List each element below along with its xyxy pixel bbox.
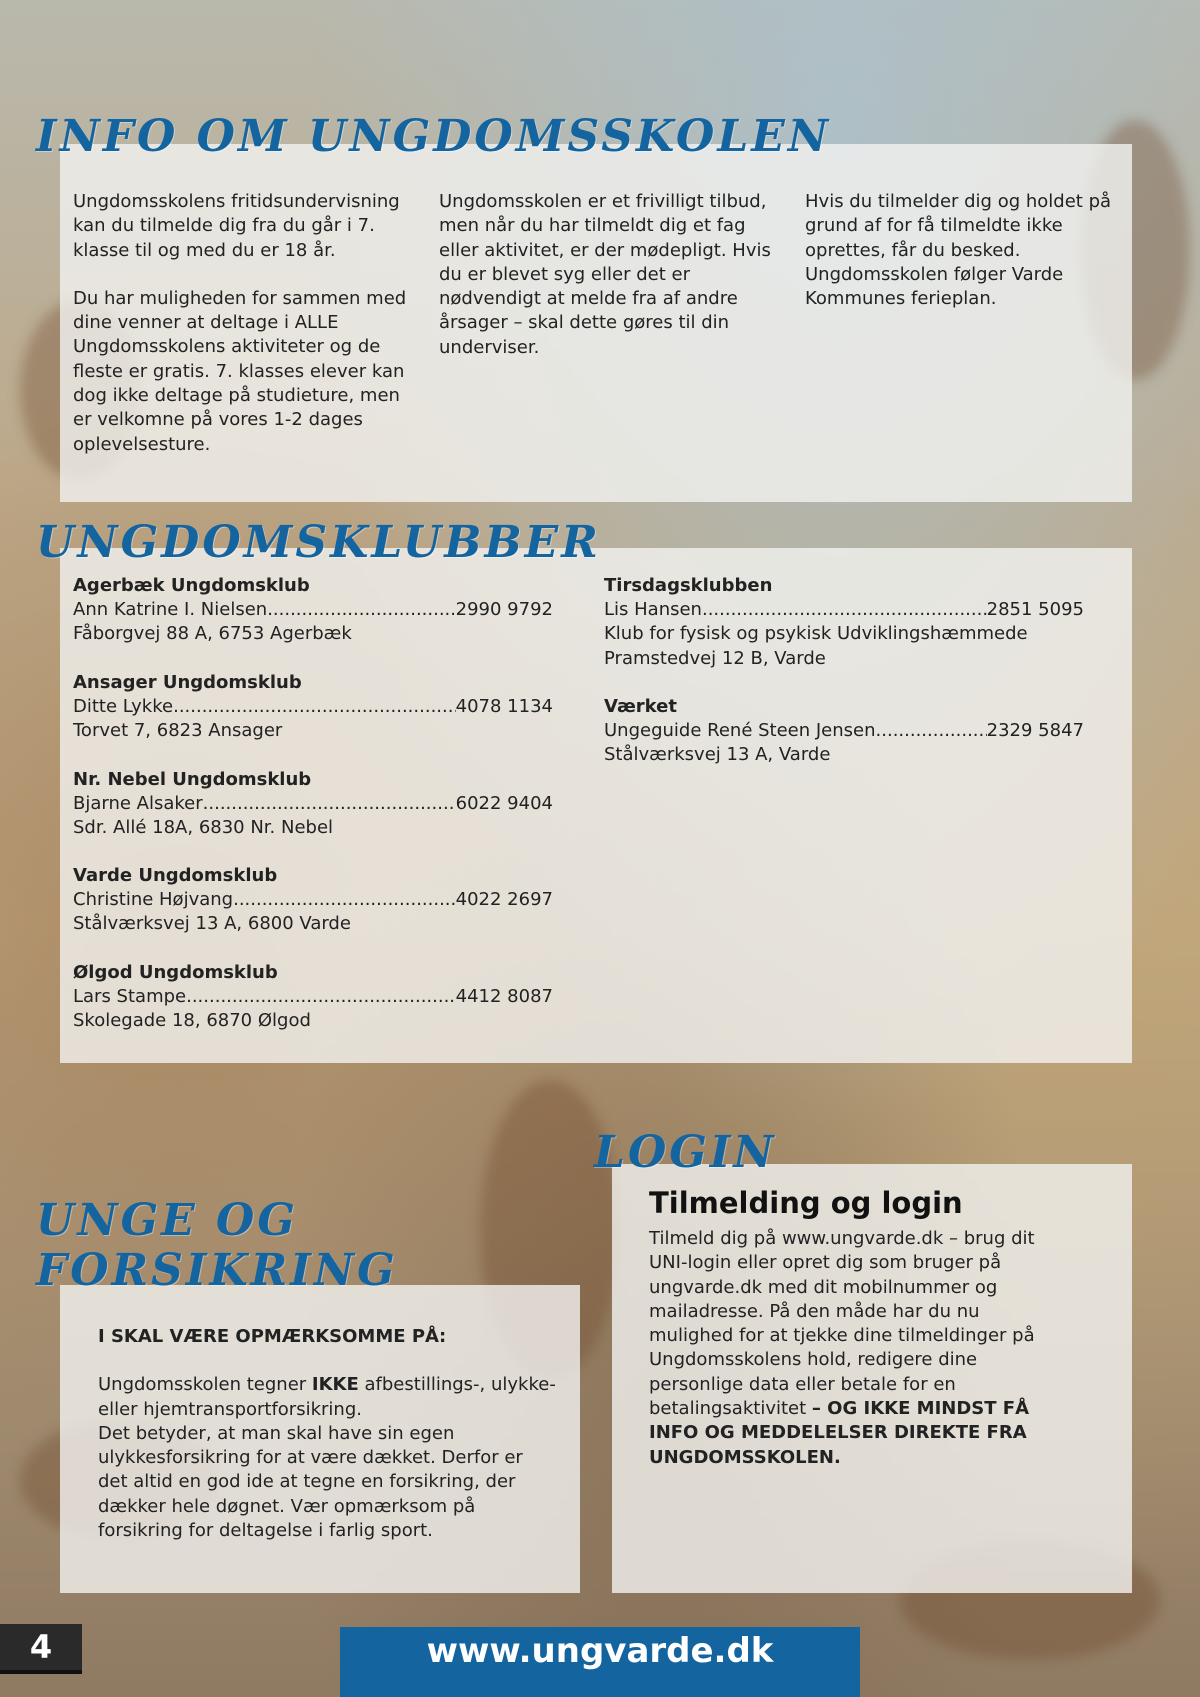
club-phone: 4022 2697 <box>455 889 553 911</box>
info-paragraph: Du har muligheden for sammen med dine venner at deltage i ALLE Ungdomsskolens aktiviteter og de fleste er gratis. 7. klasses elever kan dog ikke deltage på studieture, men er velkomne på vores 1-2 dages oplevelsesture. <box>73 287 407 455</box>
club-contact-row <box>73 598 553 622</box>
club-name: Tirsdagsklubben <box>604 575 773 596</box>
club-description: Klub for fysisk og psykisk Udviklingshæmmede <box>604 623 1028 645</box>
footer-url[interactable]: www.ungvarde.dk <box>340 1627 860 1697</box>
login-body: Tilmeld dig på www.ungvarde.dk – brug dit UNI-login eller opret dig som bruger på ungvarde.dk med dit mobilnummer og mailadresse. På den måde har du nu mulighed for at tjekke dine tilmeldinger på Ungdomsskolens hold, redigere dine personlige data eller betale for en betalingsaktivitet <box>649 1228 1035 1420</box>
club-name: Værket <box>604 696 677 717</box>
club-phone: 4412 8087 <box>455 986 553 1008</box>
club-address: Skolegade 18, 6870 Ølgod <box>73 1010 311 1032</box>
club-address: Stålværksvej 13 A, 6800 Varde <box>73 913 351 935</box>
leader-dots <box>173 695 456 719</box>
club-phone: 2990 9792 <box>455 599 553 621</box>
club-name: Ølgod Ungdomsklub <box>73 962 278 983</box>
insurance-text-part: Ungdomsskolen tegner <box>98 1374 312 1396</box>
login-body-bold: – OG IKKE MINDST FÅ INFO OG MEDDELELSER DIREKTE FRA UNGDOMSSKOLEN. <box>649 1398 1030 1468</box>
leader-dots <box>267 598 455 622</box>
club-phone: 2851 5095 <box>986 599 1084 621</box>
info-paragraph: Hvis du tilmelder dig og holdet på grund af for få tilmeldte ikke oprettes, får du besked. Ungdomsskolen følger Varde Kommunes ferieplan. <box>805 191 1112 310</box>
leader-dots <box>876 719 987 743</box>
club-address: Sdr. Allé 18A, 6830 Nr. Nebel <box>73 817 334 839</box>
club-contact: Lis Hansen <box>604 599 702 621</box>
insurance-text-bold: IKKE <box>311 1374 359 1396</box>
info-paragraph: Ungdomsskolen er et frivilligt tilbud, men når du har tilmeldt dig et fag eller aktivitet, er der mødepligt. Hvis du er blevet syg eller det er nødvendigt at melde fra af andre årsager – skal dette gøres til din underviser. <box>439 191 771 358</box>
club-contact-row <box>73 985 553 1009</box>
insurance-text-part: afbestillings-, ulykke- eller hjemtransportforsikring. <box>98 1374 556 1420</box>
club-entry <box>604 574 1084 671</box>
club-address: Stålværksvej 13 A, Varde <box>604 744 831 766</box>
info-column-2 <box>439 190 784 384</box>
club-phone: 6022 9404 <box>455 793 553 815</box>
club-entry <box>604 695 1084 768</box>
leader-dots <box>186 985 456 1009</box>
club-name: Ansager Ungdomsklub <box>73 672 302 693</box>
leader-dots <box>233 888 456 912</box>
club-entry <box>73 574 553 647</box>
club-contact: Ungeguide René Steen Jensen <box>604 720 876 742</box>
club-name: Nr. Nebel Ungdomsklub <box>73 769 312 790</box>
clubs-heading: UNGDOMSKLUBBER <box>36 517 601 568</box>
insurance-paragraph <box>98 1373 558 1422</box>
club-contact: Ann Katrine I. Nielsen <box>73 599 268 621</box>
club-contact-row <box>73 695 553 719</box>
club-address: Fåborgvej 88 A, 6753 Agerbæk <box>73 623 352 645</box>
login-heading: LOGIN <box>594 1127 777 1178</box>
insurance-heading: UNGE OG FORSIKRING <box>36 1195 398 1296</box>
club-entry <box>73 961 553 1034</box>
club-contact: Lars Stampe <box>73 986 187 1008</box>
club-phone: 4078 1134 <box>455 696 553 718</box>
insurance-paragraph: Det betyder, at man skal have sin egen ulykkesforsikring for at være dækket. Derfor er det altid en god ide at tegne en forsikring, der dækker hele døgnet. Vær opmærksom på forsikring for deltagelse i farlig sport. <box>98 1422 523 1542</box>
info-paragraph: Ungdomsskolens fritidsundervisning kan du tilmelde dig fra du går i 7. klasse til og med du er 18 år. <box>73 191 400 261</box>
club-entry <box>73 864 553 937</box>
insurance-text <box>98 1325 558 1543</box>
insurance-intro: I SKAL VÆRE OPMÆRKSOMME PÅ: <box>98 1326 447 1347</box>
club-contact-row <box>73 792 553 816</box>
club-contact: Bjarne Alsaker <box>73 793 203 815</box>
club-name: Varde Ungdomsklub <box>73 865 278 886</box>
login-title: Tilmelding og login <box>649 1186 963 1220</box>
club-contact-row <box>73 888 553 912</box>
club-contact: Christine Højvang <box>73 889 234 911</box>
info-column-3 <box>805 190 1115 335</box>
info-heading: INFO OM UNGDOMSSKOLEN <box>36 111 832 162</box>
club-entry <box>73 671 553 744</box>
club-name: Agerbæk Ungdomsklub <box>73 575 310 596</box>
club-entry <box>73 768 553 841</box>
leader-dots <box>203 792 456 816</box>
info-column-1 <box>73 190 418 481</box>
login-text <box>649 1227 1064 1470</box>
club-address: Torvet 7, 6823 Ansager <box>73 720 283 742</box>
club-address: Pramstedvej 12 B, Varde <box>604 647 826 669</box>
leader-dots <box>702 598 987 622</box>
club-contact: Ditte Lykke <box>73 696 174 718</box>
club-contact-row <box>604 719 1084 743</box>
club-contact-row <box>604 598 1084 622</box>
page-number: 4 <box>0 1624 82 1674</box>
club-phone: 2329 5847 <box>986 720 1084 742</box>
